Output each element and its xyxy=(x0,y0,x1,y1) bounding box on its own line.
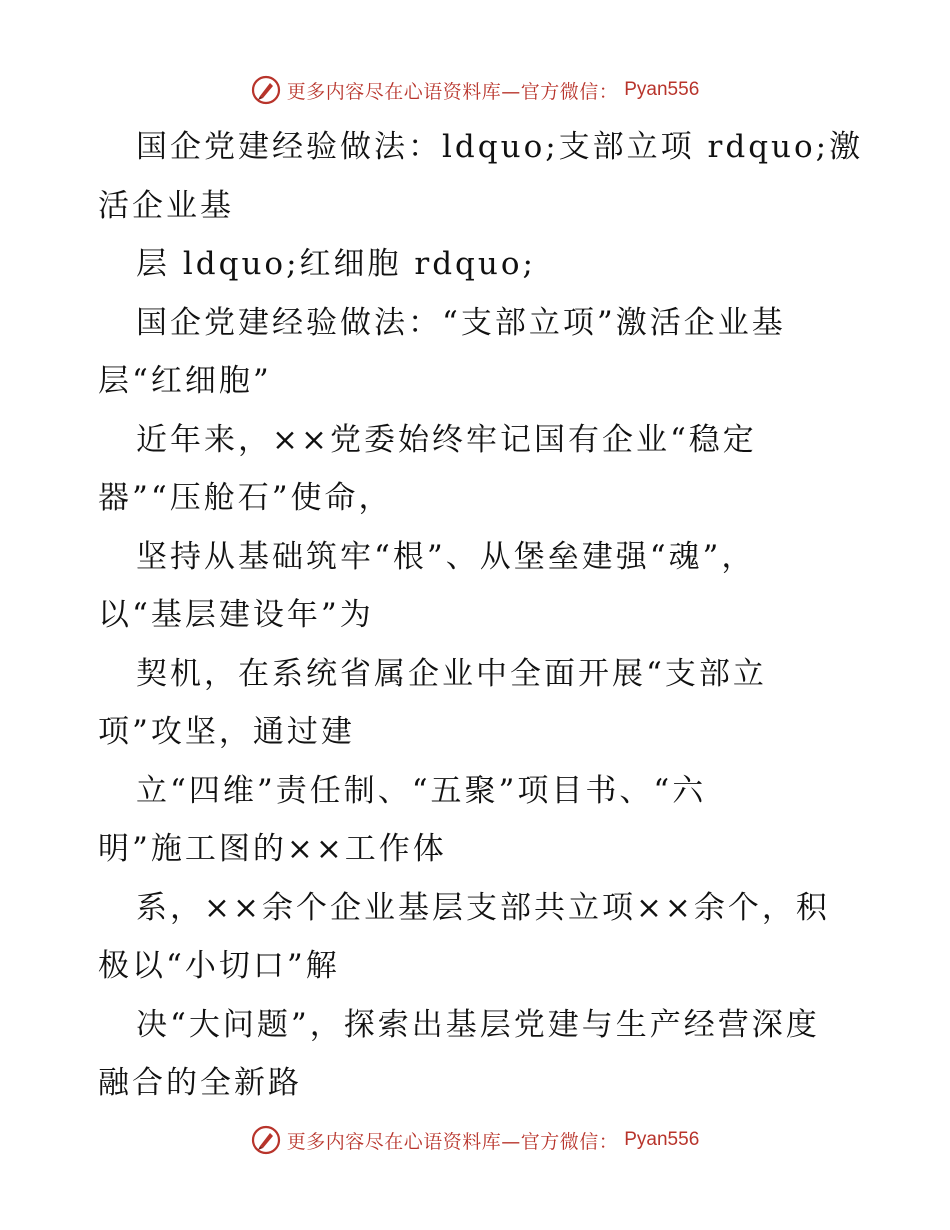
footer-banner xyxy=(0,1120,950,1160)
header-banner xyxy=(0,70,950,110)
body-line: 系，××余个企业基层支部共立项××余个，积 xyxy=(136,889,830,926)
body-line: 明”施工图的××工作体 xyxy=(98,831,447,867)
body-line: 层“红细胞” xyxy=(98,363,272,399)
body-line: 融合的全新路 xyxy=(98,1065,302,1101)
body-line: 决“大问题”，探索出基层党建与生产经营深度 xyxy=(136,1006,820,1043)
pen-logo-icon xyxy=(251,75,281,105)
body-line: 契机，在系统省属企业中全面开展“支部立 xyxy=(136,655,767,692)
body-line: 极以“小切口”解 xyxy=(98,948,340,984)
body-line: 以“基层建设年”为 xyxy=(98,597,374,633)
body-line: 层 ldquo;红细胞 rdquo; xyxy=(136,246,536,282)
body-line: 器”“压舱石”使命， xyxy=(98,480,393,516)
body-line: 近年来，××党委始终牢记国有企业“稳定 xyxy=(136,421,757,458)
header-banner-text: 更多内容尽在心语资料库—官方微信： xyxy=(286,80,619,103)
footer-banner-text: 更多内容尽在心语资料库—官方微信： xyxy=(286,1130,619,1153)
body-line: 项”攻坚，通过建 xyxy=(98,714,355,750)
footer-wechat-id: Pyan556 xyxy=(624,1129,700,1150)
body-line: 国企党建经验做法：ldquo;支部立项 rdquo;激 xyxy=(136,129,864,165)
body-line: 坚持从基础筑牢“根”、从堡垒建强“魂”， xyxy=(136,538,756,575)
body-line: 国企党建经验做法：“支部立项”激活企业基 xyxy=(136,304,786,341)
header-wechat-id: Pyan556 xyxy=(624,79,700,100)
document-body xyxy=(98,118,864,1113)
body-line: 活企业基 xyxy=(98,187,234,224)
pen-logo-icon xyxy=(251,1125,281,1155)
body-line: 立“四维”责任制、“五聚”项目书、“六 xyxy=(136,772,707,809)
